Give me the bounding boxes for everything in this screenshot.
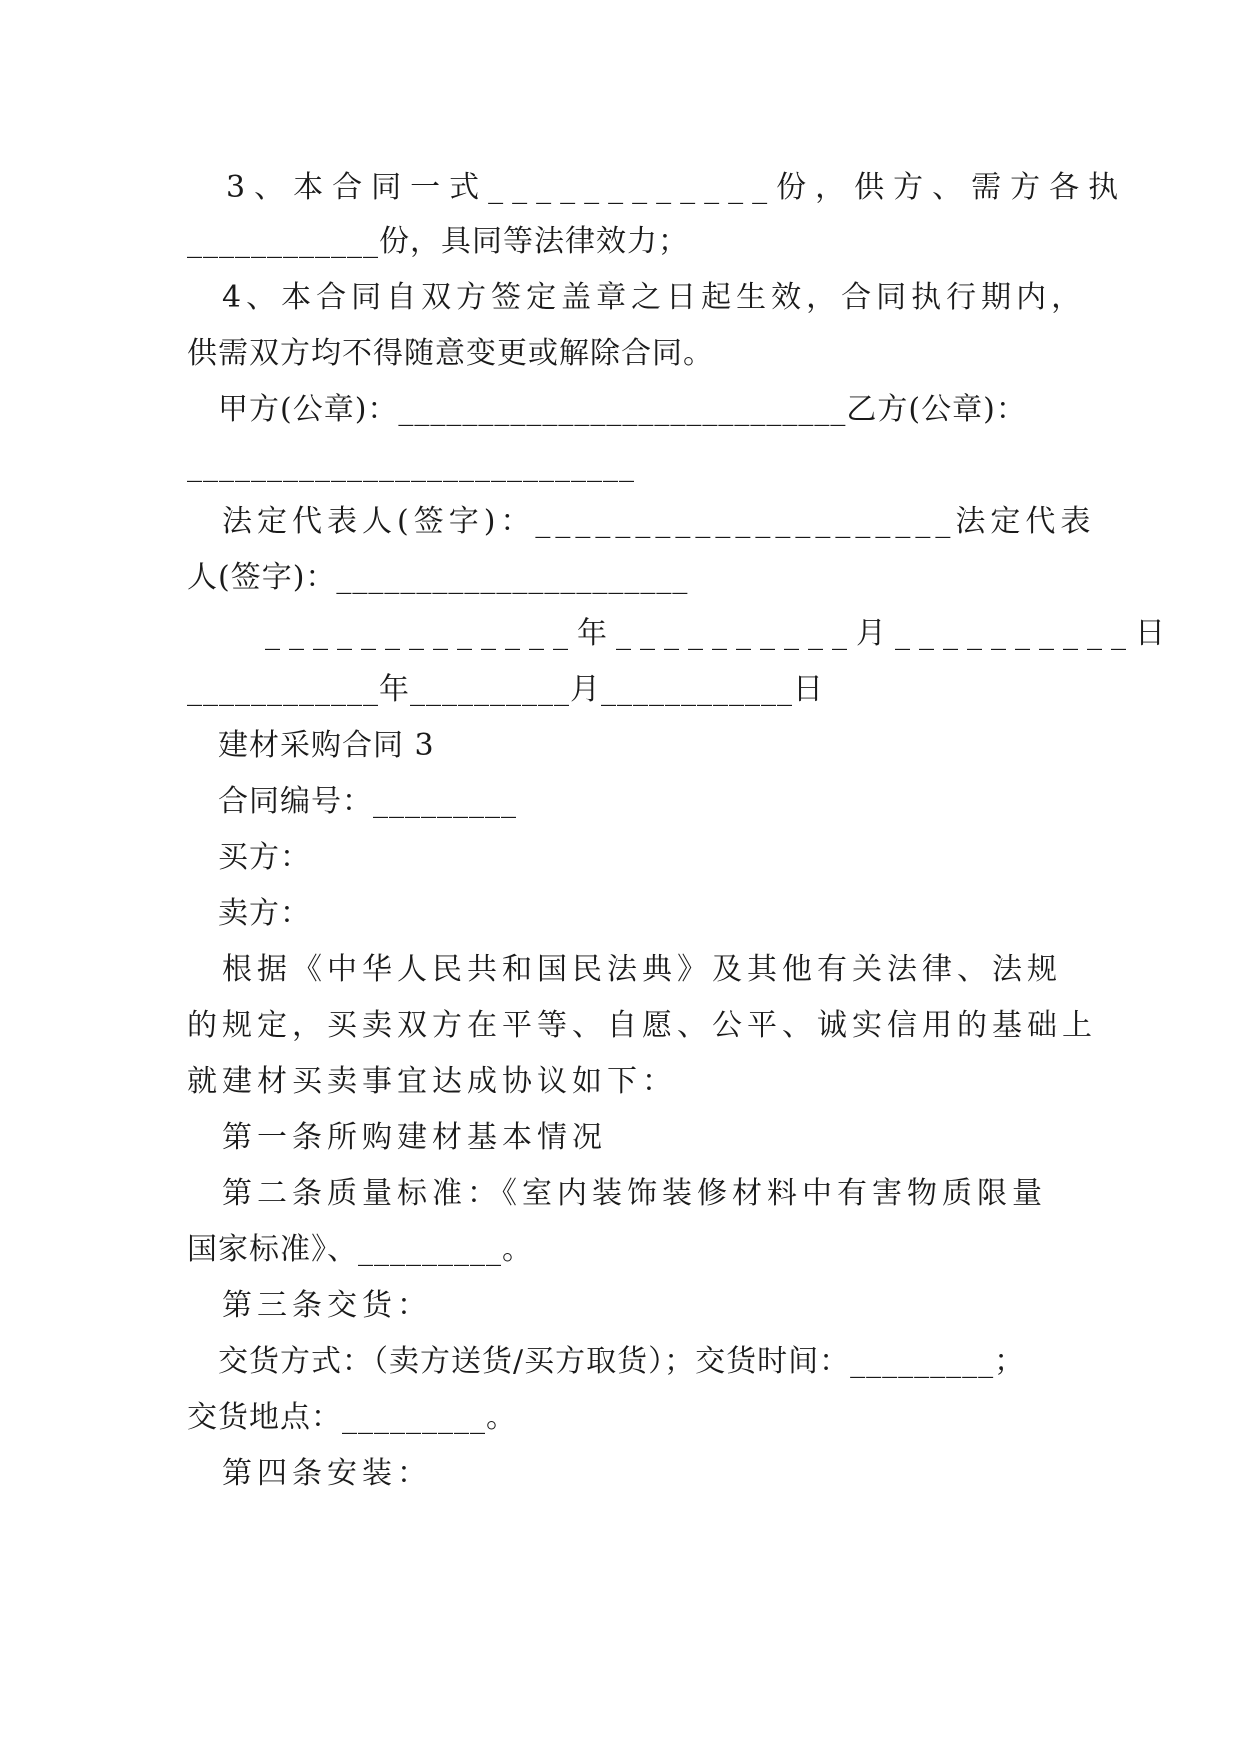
party-seal-line: 甲方(公章)：____________________________乙方(公章)： bbox=[187, 392, 1027, 427]
article-4-heading: 第四条安装： bbox=[187, 1456, 432, 1491]
clause-4-line-1: 4、本合同自双方签定盖章之日起生效，合同执行期内， bbox=[187, 280, 1087, 315]
delivery-method-line: 交货方式：（卖方送货/买方取货）；交货时间：_________； bbox=[187, 1344, 1026, 1379]
contract-number: 合同编号：_________ bbox=[187, 784, 517, 819]
seller-label: 卖方： bbox=[187, 896, 311, 931]
preamble-line-2: 的规定，买卖双方在平等、自愿、公平、诚实信用的基础上 bbox=[187, 1008, 1097, 1043]
party-b-seal-blank: ____________________________ bbox=[187, 448, 635, 483]
preamble-line-3: 就建材买卖事宜达成协议如下： bbox=[187, 1064, 677, 1099]
clause-4-line-2: 供需双方均不得随意变更或解除合同。 bbox=[187, 336, 714, 371]
preamble-line-1: 根据《中华人民共和国民法典》及其他有关法律、法规 bbox=[187, 952, 1062, 987]
article-1-heading: 第一条所购建材基本情况 bbox=[187, 1120, 607, 1155]
legal-rep-line-2: 人(签字)：______________________ bbox=[187, 560, 689, 595]
date-line-1: _____________年__________月__________日 bbox=[187, 616, 1174, 651]
date-line-2: ____________年__________月____________日 bbox=[187, 672, 824, 707]
article-2-line-2: 国家标准》、_________。 bbox=[187, 1232, 533, 1267]
legal-rep-line-1: 法定代表人(签字)：_____________________法定代表 bbox=[187, 504, 1096, 539]
section-title: 建材采购合同 3 bbox=[187, 728, 435, 763]
article-3-heading: 第三条交货： bbox=[187, 1288, 432, 1323]
clause-3-line-1: 3、本合同一式____________份，供方、需方各执 bbox=[187, 170, 1128, 205]
article-2-line-1: 第二条质量标准：《室内装饰装修材料中有害物质限量 bbox=[187, 1176, 1047, 1211]
buyer-label: 买方： bbox=[187, 840, 311, 875]
clause-3-line-2: ____________份，具同等法律效力； bbox=[187, 224, 689, 259]
delivery-place-line: 交货地点：_________。 bbox=[187, 1400, 517, 1435]
